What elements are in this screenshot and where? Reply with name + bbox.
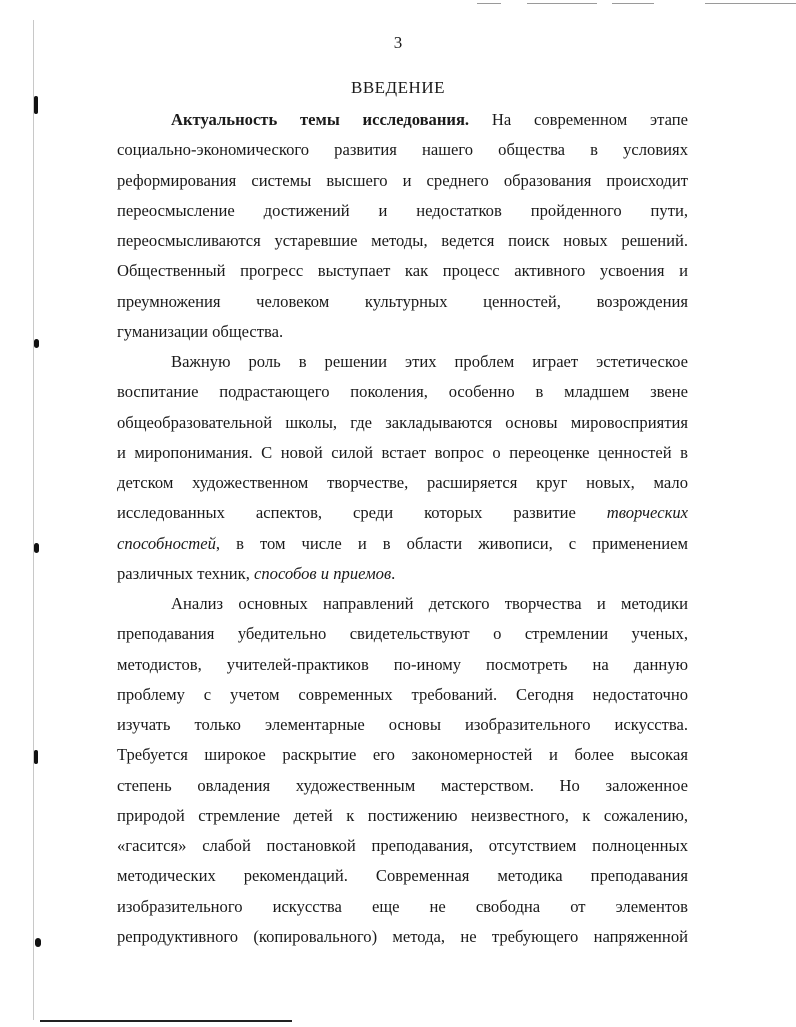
paragraph-1-line: Общественный прогресс выступает как процесс активного усвоения и	[117, 261, 688, 281]
paragraph-1-line: переосмысливаются устаревшие методы, ведется поиск новых решений.	[117, 231, 688, 250]
scan-mark	[34, 750, 38, 764]
scan-mark	[35, 938, 41, 947]
scan-top-rule	[705, 3, 796, 4]
body-text	[117, 105, 688, 952]
scan-top-rule	[612, 3, 654, 4]
bold-phrase: Актуальность темы исследования.	[171, 110, 470, 129]
paragraph-1-line	[117, 105, 688, 135]
page-number: 3	[393, 33, 403, 52]
paragraph-1-line: переосмысление достижений и недостатков пройденного пути,	[117, 200, 688, 220]
paragraph-3-line: изучать только элементарные основы изобразительного искусства.	[117, 715, 688, 734]
line-text: На современном этапе	[469, 110, 688, 129]
paragraph-3-line: репродуктивного (копировального) метода, не требующего напряженной	[117, 926, 688, 946]
paragraph-2-line	[117, 498, 688, 528]
italic-phrase: творческих	[606, 503, 688, 523]
paragraph-3-line: изобразительного искусства еще не свободна от элементов	[117, 896, 688, 916]
paragraph-3-line: «гасится» слабой постановкой преподавания, отсутствием полноценных	[117, 836, 688, 855]
line-text: .	[391, 563, 396, 583]
paragraph-3-line: методистов, учителей-практиков по-иному посмотреть на данную	[117, 654, 688, 674]
italic-phrase: способов и приемов	[254, 563, 392, 583]
paragraph-2-line: и миропонимания. С новой силой встает вопрос о переоценке ценностей в	[117, 442, 688, 462]
paragraph-2-line: общеобразовательной школы, где закладываются основы мировосприятия	[117, 412, 688, 432]
paragraph-3-line: преподавания убедительно свидетельствуют о стремлении ученых,	[117, 624, 688, 644]
paragraph-1-line: гуманизации общества.	[117, 321, 284, 341]
paragraph-2-line	[117, 559, 688, 589]
paragraph-1-line: преумножения человеком культурных ценностей, возрождения	[117, 291, 688, 311]
paragraph-2-line: воспитание подрастающего поколения, особенно в младшем звене	[117, 382, 688, 402]
paragraph-3-line: проблему с учетом современных требований. Сегодня недостаточно	[117, 684, 688, 704]
scan-mark	[34, 543, 39, 553]
paragraph-2-line: Важную роль в решении этих проблем играет эстетическое	[171, 352, 688, 371]
italic-phrase: способностей	[117, 533, 216, 553]
scan-bottom-rule	[40, 1020, 292, 1022]
paragraph-3-line: Анализ основных направлений детского творчества и методики	[171, 594, 688, 613]
line-text: исследованных аспектов, среди которых развитие	[117, 503, 607, 523]
scan-mark	[34, 339, 39, 348]
paragraph-3-line: степень овладения художественным мастерством. Но заложенное	[117, 775, 688, 795]
scan-mark	[34, 96, 38, 114]
scan-top-rule	[527, 3, 597, 4]
paragraph-3-line: методических рекомендаций. Современная методика преподавания	[117, 866, 688, 886]
scan-top-rule	[477, 3, 501, 4]
line-text: , в том числе и в области живописи, с применением	[215, 533, 688, 553]
paragraph-2-line: детском художественном творчестве, расширяется круг новых, мало	[117, 473, 688, 492]
paragraph-3-line: Требуется широкое раскрытие его закономерностей и более высокая	[117, 745, 688, 765]
section-title: ВВЕДЕНИЕ	[351, 78, 445, 97]
paragraph-1-line: социально-экономического развития нашего общества в условиях	[117, 140, 688, 160]
paragraph-2-line	[117, 529, 688, 559]
paragraph-1-line: реформирования системы высшего и среднего образования происходит	[117, 170, 688, 190]
scan-left-rule	[33, 20, 34, 1020]
line-text: различных техник,	[117, 563, 255, 583]
paragraph-3-line: природой стремление детей к постижению неизвестного, к сожалению,	[117, 805, 688, 825]
